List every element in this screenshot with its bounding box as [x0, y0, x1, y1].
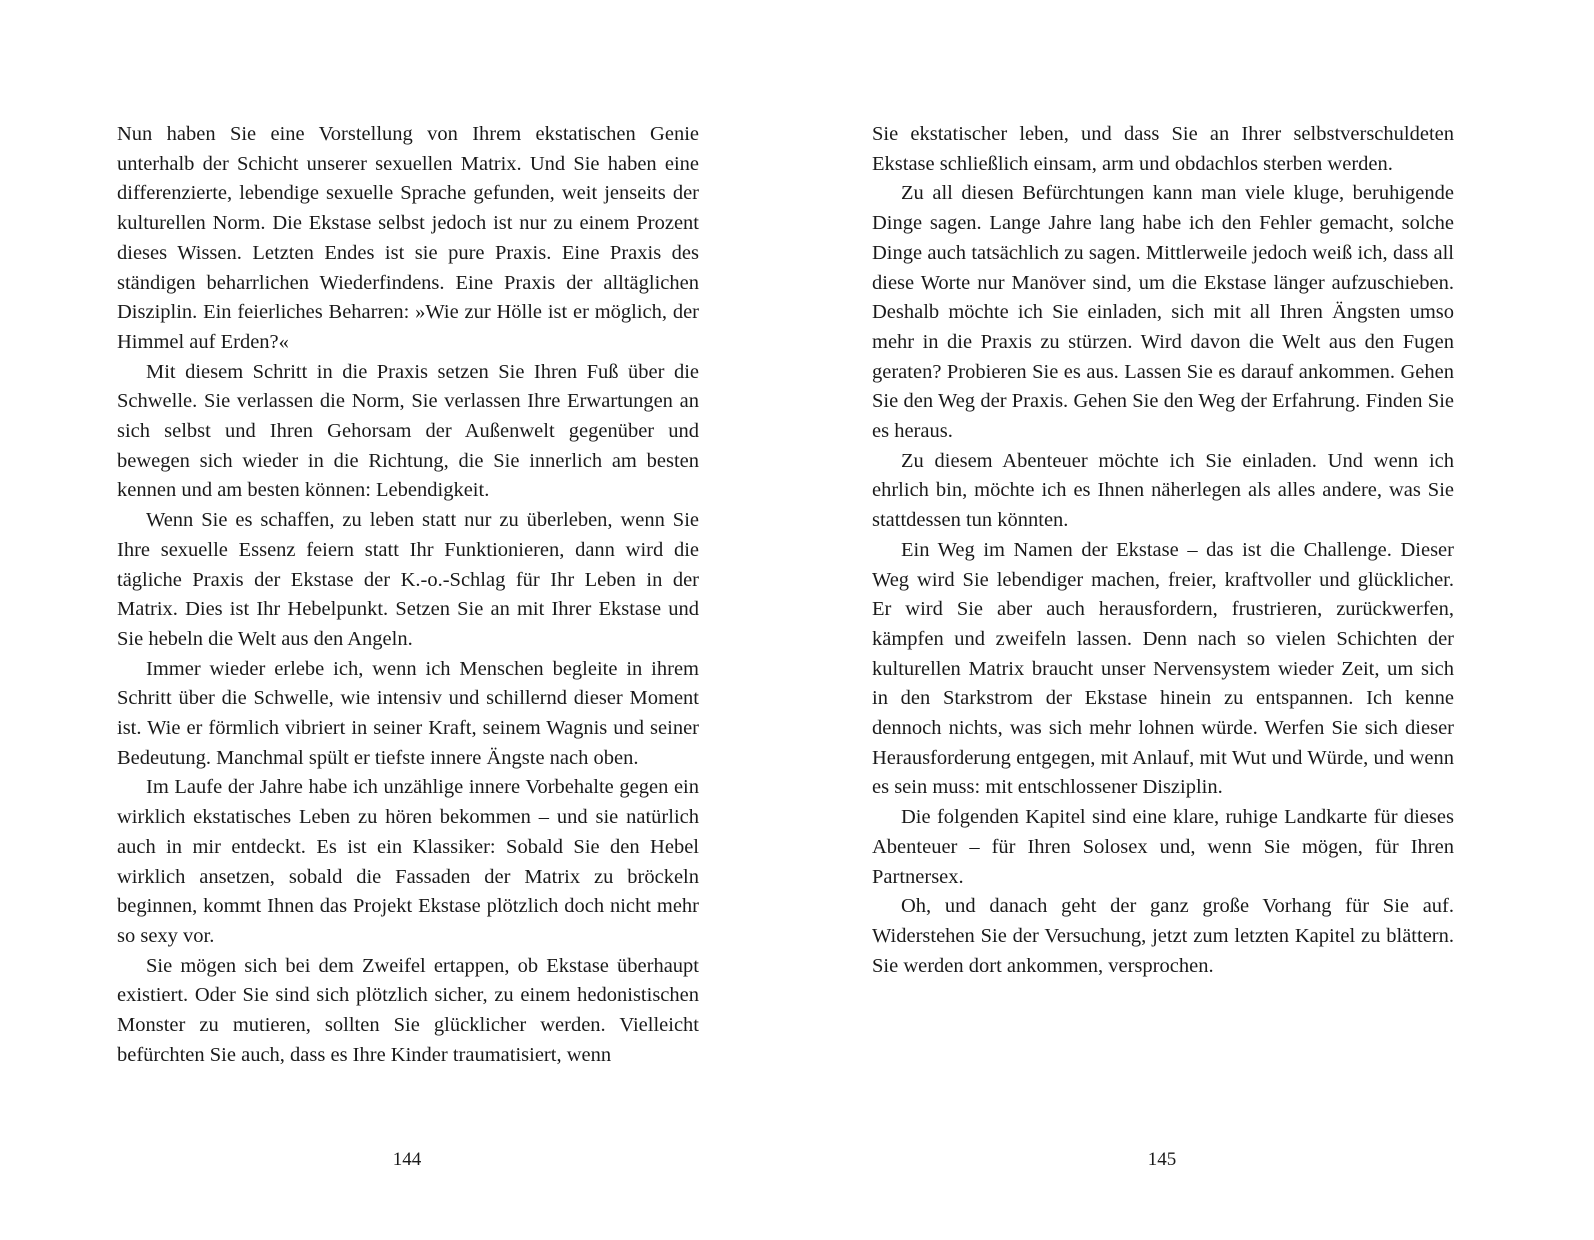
left-page [117, 120, 699, 1071]
right-paragraph-5: Die folgenden Kapitel sind eine klare, ruhige Landkarte für dieses Abenteuer – für Ihren Solosex und, wenn Sie mögen, für Ihren Partnersex. [872, 806, 1454, 888]
left-paragraph-5: Im Laufe der Jahre habe ich unzählige innere Vorbehalte gegen ein wirklich ekstatisches Leben zu hören bekommen – und sie natürlich auch in mir entdeckt. Es ist ein Klassiker: Sobald Sie den Hebel wirklich ansetzen, sobald die Fassaden der Matrix zu bröckeln beginnen, kommt Ihnen das Projekt Ekstase plötzlich doch nicht mehr so sexy vor. [117, 776, 699, 947]
right-paragraph-6: Oh, und danach geht der ganz große Vorhang für Sie auf. Widerstehen Sie der Versuchung, jetzt zum letzten Kapitel zu blättern. Sie werden dort ankommen, versprochen. [872, 895, 1454, 977]
left-paragraph-6: Sie mögen sich bei dem Zweifel ertappen, ob Ekstase überhaupt existiert. Oder Sie sind sich plötzlich sicher, zu einem hedonistischen Monster zu mutieren, sollten Sie glücklicher werden. Vielleicht befürchten Sie auch, dass es Ihre Kinder traumatisiert, wenn [117, 954, 699, 1066]
right-paragraph-1: Sie ekstatischer leben, und dass Sie an Ihrer selbstverschuldeten Ekstase schließlich einsam, arm und obdachlos sterben werden. [872, 123, 1454, 175]
right-page-number: 145 [1147, 1149, 1177, 1170]
right-page [872, 120, 1454, 981]
right-paragraph-3: Zu diesem Abenteuer möchte ich Sie einladen. Und wenn ich ehrlich bin, möchte ich es Ihnen näherlegen als alles andere, was Sie stattdessen tun könnten. [872, 449, 1454, 532]
left-paragraph-4: Immer wieder erlebe ich, wenn ich Menschen begleite in ihrem Schritt über die Schwelle, wie intensiv und schillernd dieser Moment ist. Wie er förmlich vibriert in seiner Kraft, seinem Wagnis und seiner Bedeutung. Manchmal spült er tiefste innere Ängste nach oben. [117, 657, 699, 769]
right-paragraph-2: Zu all diesen Befürchtungen kann man viele kluge, beruhigende Dinge sagen. Lange Jahre lang habe ich den Fehler gemacht, solche Dinge auch tatsächlich zu sagen. Mittlerweile jedoch weiß ich, dass all diese Worte nur Manöver sind, um die Ekstase länger aufzuschieben. Deshalb möchte ich Sie einladen, sich mit all Ihren Ängsten umso mehr in die Praxis zu stürzen. Wird davon die Welt aus den Fugen geraten? Probieren Sie es aus. Lassen Sie es darauf ankommen. Gehen Sie den Weg der Praxis. Gehen Sie den Weg der Erfahrung. Finden Sie es heraus. [872, 182, 1454, 443]
left-paragraph-3: Wenn Sie es schaffen, zu leben statt nur zu überleben, wenn Sie Ihre sexuelle Essenz feiern statt Ihr Funktionieren, dann wird die tägliche Praxis der Ekstase der K.-o.-Schlag für Ihr Leben in der Matrix. Dies ist Ihr Hebelpunkt. Setzen Sie an mit Ihrer Ekstase und Sie hebeln die Welt aus den Angeln. [117, 509, 699, 650]
left-paragraph-2: Mit diesem Schritt in die Praxis setzen Sie Ihren Fuß über die Schwelle. Sie verlassen die Norm, Sie verlassen Ihre Erwartungen an sich selbst und Ihren Gehorsam der Außenwelt gegenüber und bewegen sich wieder in die Richtung, die Sie innerlich am besten kennen und am besten können: Lebendigkeit. [117, 360, 699, 502]
left-paragraph-1: Nun haben Sie eine Vorstellung von Ihrem ekstatischen Genie unterhalb der Schicht unserer sexuellen Matrix. Und Sie haben eine differenzierte, lebendige sexuelle Sprache gefunden, weit jenseits der kulturellen Norm. Die Ekstase selbst jedoch ist nur zu einem Prozent dieses Wissen. Letzten Endes ist sie pure Praxis. Eine Praxis des ständigen beharrlichen Wiederfindens. Eine Praxis der alltäglichen Disziplin. Ein feierliches Beharren: »Wie zur Hölle ist er möglich, der Himmel auf Erden?« [117, 123, 699, 353]
right-paragraph-4: Ein Weg im Namen der Ekstase – das ist die Challenge. Dieser Weg wird Sie lebendiger machen, freier, kraftvoller und glücklicher. Er wird Sie aber auch herausfordern, frustrieren, zurückwerfen, kämpfen und zweifeln lassen. Denn nach so vielen Schichten der kulturellen Matrix braucht unser Nervensystem wieder Zeit, um sich in den Starkstrom der Ekstase hinein zu entspannen. Ich kenne dennoch nichts, was sich mehr lohnen würde. Werfen Sie sich dieser Herausforderung entgegen, mit Anlauf, mit Wut und Würde, und wenn es sein muss: mit entschlossener Disziplin. [872, 538, 1454, 799]
left-page-number: 144 [392, 1149, 422, 1170]
